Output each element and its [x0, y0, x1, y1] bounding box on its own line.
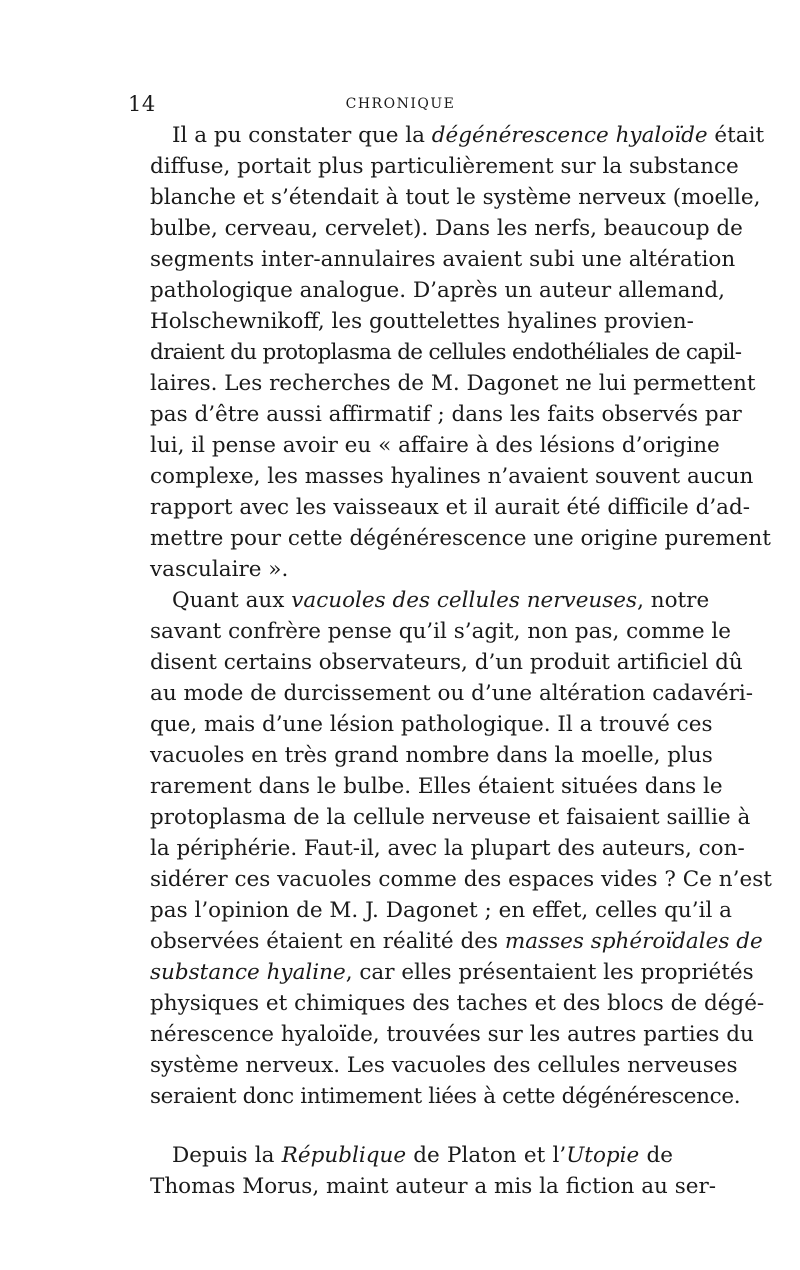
text-line: Il a pu constater que la dégénérescence hyaloïde était	[172, 123, 765, 148]
book-page	[128, 88, 772, 1202]
text-line: Holschewnikoff, les gouttelettes hyalines provien-	[150, 309, 694, 334]
text-line: Quant aux vacuoles des cellules nerveuses, notre	[172, 588, 710, 613]
text-line: laires. Les recherches de M. Dagonet ne lui permettent	[150, 371, 756, 396]
text-line: que, mais d’une lésion pathologique. Il a trouvé ces	[150, 712, 713, 737]
text-line: Depuis la République de Platon et l’Utopie de	[172, 1143, 673, 1168]
text-line: mettre pour cette dégénérescence une origine purement	[150, 526, 771, 551]
text-line: seraient donc intimement liées à cette dégénérescence.	[150, 1084, 741, 1109]
page-number: 14	[128, 92, 156, 116]
text-line: pathologique analogue. D’après un auteur allemand,	[150, 278, 725, 303]
text-line: diffuse, portait plus particulièrement sur la substance	[150, 154, 739, 179]
italic-title: République	[281, 1143, 407, 1168]
text-line: rapport avec les vaisseaux et il aurait été difficile d’ad-	[150, 495, 751, 520]
text-line: savant confrère pense qu’il s’agit, non pas, comme le	[150, 619, 732, 644]
text-line: système nerveux. Les vacuoles des cellules nerveuses	[150, 1053, 738, 1078]
italic-term: masses sphéroïdales de	[504, 929, 763, 954]
text-line: la périphérie. Faut-il, avec la plupart des auteurs, con-	[150, 836, 745, 861]
text-line: pas l’opinion de M. J. Dagonet ; en effet, celles qu’il a	[150, 898, 732, 923]
text-line: lui, il pense avoir eu « affaire à des lésions d’origine	[150, 433, 720, 458]
italic-term: substance hyaline	[150, 960, 346, 985]
running-head	[128, 88, 673, 120]
italic-term: vacuoles des cellules nerveuses	[291, 588, 638, 613]
text-line: blanche et s’étendait à tout le système nerveux (moelle,	[150, 185, 761, 210]
running-title: CHRONIQUE	[345, 96, 456, 112]
text-line: draient du protoplasma de cellules endothéliales de capil-	[150, 340, 742, 365]
text-line: observées étaient en réalité des masses sphéroïdales de	[150, 929, 763, 954]
text-line: vasculaire ».	[150, 557, 289, 582]
text-line: pas d’être aussi affirmatif ; dans les faits observés par	[150, 402, 742, 427]
italic-title: Utopie	[566, 1143, 640, 1168]
text-line: protoplasma de la cellule nerveuse et faisaient saillie à	[150, 805, 751, 830]
text-line: physiques et chimiques des taches et des blocs de dégé-	[150, 991, 765, 1016]
paragraph-nerve-cell-vacuoles	[128, 585, 772, 1112]
text-line: segments inter-annulaires avaient subi une altération	[150, 247, 736, 272]
text-line: nérescence hyaloïde, trouvées sur les autres parties du	[150, 1022, 754, 1047]
text-line: complexe, les masses hyalines n’avaient souvent aucun	[150, 464, 754, 489]
text-line: au mode de durcissement ou d’une altération cadavéri-	[150, 681, 753, 706]
paragraph-hyaloid-degeneration	[128, 120, 771, 585]
text-line: rarement dans le bulbe. Elles étaient situées dans le	[150, 774, 723, 799]
text-line: bulbe, cerveau, cervelet). Dans les nerfs, beaucoup de	[150, 216, 743, 241]
text-line: vacuoles en très grand nombre dans la moelle, plus	[150, 743, 713, 768]
text-line: disent certains observateurs, d’un produit artificiel dû	[150, 650, 743, 675]
paragraph-utopia	[128, 1140, 717, 1202]
section-gap	[128, 1112, 673, 1140]
text-line: substance hyaline, car elles présentaient les propriétés	[150, 960, 754, 985]
text-line: sidérer ces vacuoles comme des espaces vides ? Ce n’est	[150, 867, 772, 892]
text-line: Thomas Morus, maint auteur a mis la fiction au ser-	[150, 1174, 717, 1199]
italic-term: dégénérescence hyaloïde	[431, 123, 708, 148]
